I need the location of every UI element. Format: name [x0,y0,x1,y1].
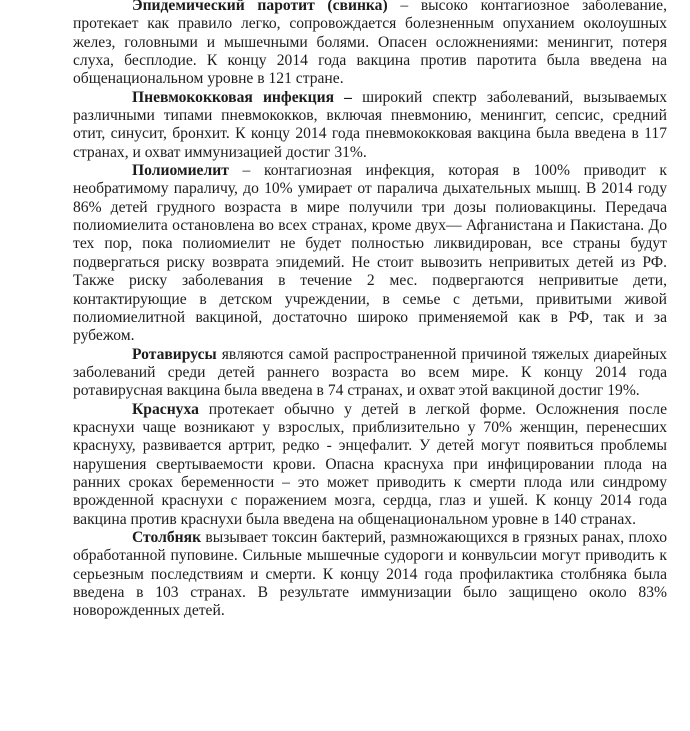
paragraph-text: являются самой распространенной причиной тяжелых диарейных заболеваний среди детей раннего возраста во всем мире. К концу 2014 года ротавирусная вакцина была введена в 74 странах, и охват этой вакциной достиг 19%. [73,345,667,400]
paragraph-pneumococcal [73,89,667,162]
term-heading: Полиомиелит [132,162,229,180]
term-heading: Эпидемический паротит (свинка) [132,0,388,14]
paragraph-mumps [73,0,667,89]
paragraph-text: – контагиозная инфекция, которая в 100% приводит к необратимому параличу, до 10% умирает от паралича дыхательных мышц. В 2014 году 86% детей грудного возраста в мире получили три дозы полиовакцины. Передача полиомиелита остановлена во всех странах, кроме двух— Афганистана и Пакистана. До тех пор, пока полиомиелит не будет полностью ликвидирован, все страны будут подвергаться риску возврата эпидемий. Не стоит вывозить непривитых детей из РФ. Также риску заболевания в течение 2 мес. подвергаются непривитые дети, контактирующие в детском учреждении, в семье с детьми, привитыми живой полиомиелитной вакциной, достаточно широко применяемой как в РФ, так и за рубежом. [73,162,667,345]
document-page [73,0,667,621]
term-heading: Столбняк [132,528,202,546]
paragraph-rubella [73,401,667,529]
paragraph-rotavirus [73,346,667,401]
paragraph-text: протекает обычно у детей в легкой форме. Осложнения после краснухи чаще возникают у взрослых, приблизительно у 70% женщин, перенесших краснуху, развивается артрит, редко - энцефалит. У детей могут появиться проблемы нарушения свертываемости крови. Опасна краснуха при инфицировании плода на ранних сроках беременности – это может приводить к смерти плода или синдрому врожденной краснухи с поражением мозга, сердца, глаз и ушей. К концу 2014 года вакцина против краснухи была введена на общенациональном уровне в 140 странах. [73,400,667,528]
paragraph-text: – высоко контагиозное заболевание, протекает как правило легко, сопровождается болезненным опуханием околоушных желез, головными и мышечными болями. Опасен осложнениями: менингит, потеря слуха, бесплодие. К концу 2014 года вакцина против паротита была введена на общенациональном уровне в 121 стране. [73,0,668,88]
paragraph-tetanus [73,529,667,621]
paragraph-text: вызывает токсин бактерий, размножающихся в грязных ранах, плохо обработанной пуповине. Сильные мышечные судороги и конвульсии могут приводить к серьезным последствиям и смерти. К концу 2014 года профилактика столбняка была введена в 103 странах. В результате иммунизации было защищено около 83% новорожденных детей. [73,528,667,620]
term-heading: Краснуха [132,400,199,418]
paragraph-text: широкий спектр заболеваний, вызываемых различными типами пневмококков, включая пневмонию, менингит, сепсис, средний отит, синусит, бронхит. К концу 2014 года пневмококковая вакцина была введена в 117 странах, и охват иммунизацией достиг 31%. [73,88,667,161]
term-heading: Пневмококковая инфекция – [132,88,352,106]
term-heading: Ротавирусы [132,345,217,363]
paragraph-polio [73,162,667,345]
